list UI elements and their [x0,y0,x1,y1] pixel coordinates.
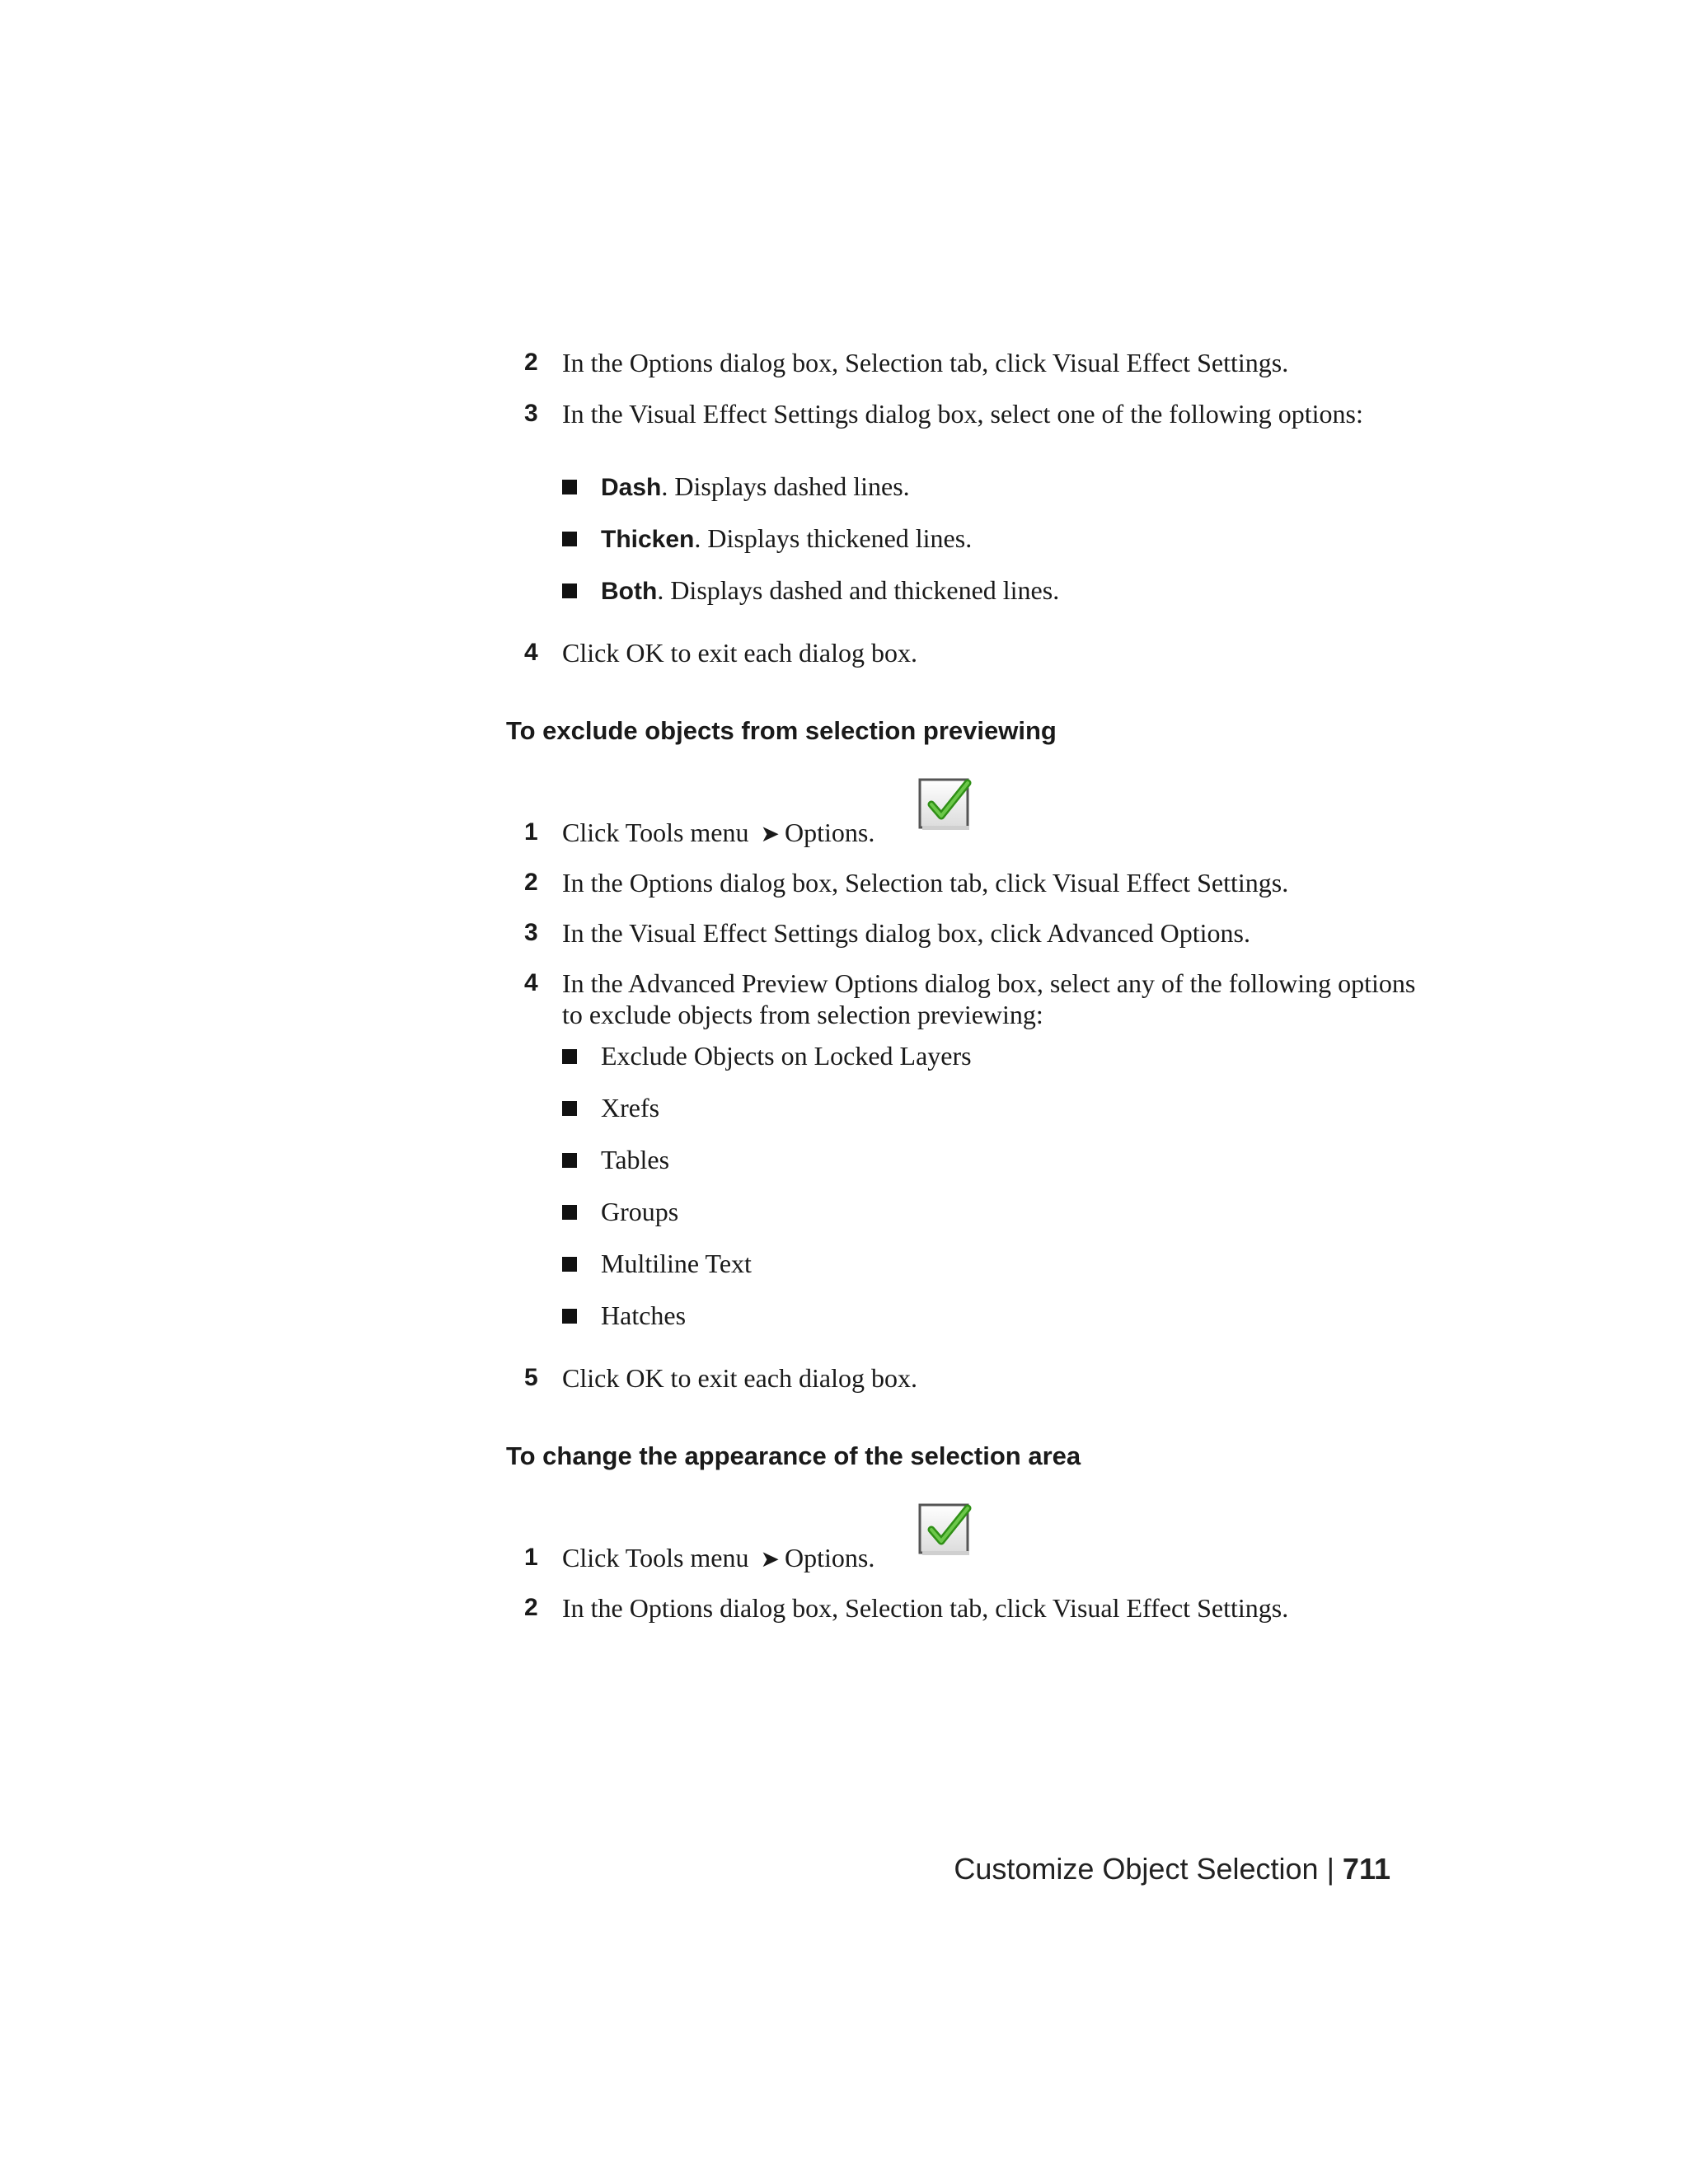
section-heading: To change the appearance of the selection area [506,1441,1081,1470]
list-item-text: Multiline Text [601,1249,752,1278]
footer-separator: | [1326,1852,1334,1886]
menu-path-prefix: Click Tools menu [562,818,749,847]
bullet-icon [562,532,577,546]
bullet-icon [562,480,577,494]
step-text: In the Options dialog box, Selection tab, click Visual Effect Settings. [562,868,1289,898]
step-number: 2 [524,869,538,896]
step-number: 4 [524,639,538,666]
step-text [562,1542,1419,1575]
arrow-icon: ➤ [760,1545,780,1572]
list-item-text: Tables [601,1145,670,1174]
step-number: 3 [524,919,538,946]
page-footer [954,1851,1390,1887]
step-number: 1 [524,818,538,846]
step-number: 3 [524,400,538,427]
step-number: 5 [524,1364,538,1391]
menu-path-suffix: Options. [784,1543,875,1572]
option-term: Dash [601,474,662,501]
footer-title: Customize Object Selection [954,1852,1319,1886]
step-text: Click OK to exit each dialog box. [562,1363,918,1393]
checkbox-checked-icon [917,775,976,834]
bullet-icon [562,1153,577,1168]
list-item-text: Groups [601,1197,679,1226]
bullet-icon [562,1101,577,1116]
option-description: . Displays dashed lines. [661,471,910,501]
step-number: 2 [524,349,538,376]
bullet-icon [562,1049,577,1064]
menu-path-suffix: Options. [784,818,875,847]
list-item-text: Hatches [601,1301,687,1330]
arrow-icon: ➤ [760,820,780,847]
option-term: Thicken [601,526,695,553]
step-text: In the Visual Effect Settings dialog box, select one of the following options: [562,399,1363,429]
bullet-icon [562,1309,577,1324]
checkbox-checked-icon [917,1500,976,1559]
step-number: 1 [524,1544,538,1571]
step-text: In the Visual Effect Settings dialog box, click Advanced Options. [562,918,1250,948]
option-description: . Displays thickened lines. [694,523,973,553]
list-item-text: Xrefs [601,1093,660,1122]
list-item-text [601,523,972,555]
step-text: In the Options dialog box, Selection tab, click Visual Effect Settings. [562,1593,1289,1623]
page-number: 711 [1342,1852,1390,1886]
step-text: In the Advanced Preview Options dialog box, select any of the following options to exclude objects from selection previewing: [562,968,1416,1029]
bullet-icon [562,583,577,598]
step-text [562,817,1419,850]
step-text: In the Options dialog box, Selection tab, click Visual Effect Settings. [562,348,1289,377]
step-text: Click OK to exit each dialog box. [562,638,918,668]
step-number: 2 [524,1594,538,1621]
step-number: 4 [524,969,538,996]
bullet-icon [562,1205,577,1220]
section-heading: To exclude objects from selection previewing [506,716,1057,745]
option-description: . Displays dashed and thickened lines. [657,575,1060,605]
list-item-text [601,471,910,504]
list-item-text [601,574,1059,607]
option-term: Both [601,578,658,605]
bullet-icon [562,1257,577,1272]
list-item-text: Exclude Objects on Locked Layers [601,1041,972,1071]
menu-path-prefix: Click Tools menu [562,1543,749,1572]
